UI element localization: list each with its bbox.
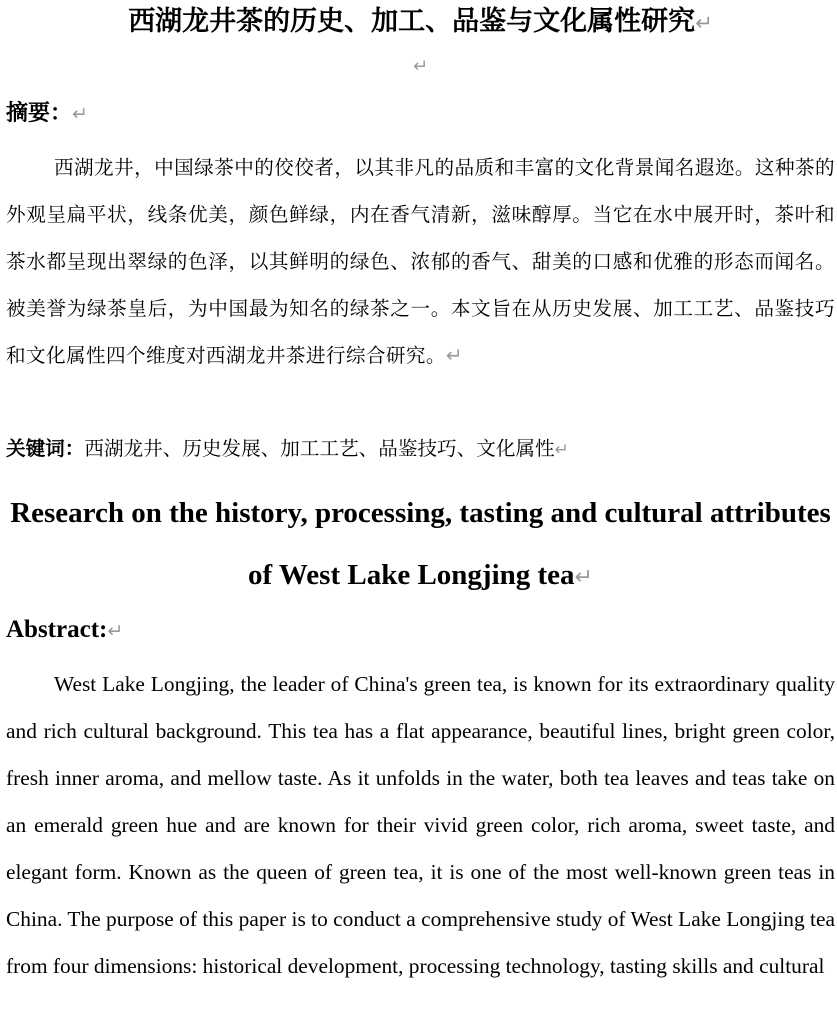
paragraph-mark-icon: ↵ — [72, 103, 88, 125]
paragraph-mark-icon: ↵ — [107, 620, 124, 642]
paragraph-mark-icon: ↵ — [554, 440, 569, 460]
paragraph-mark-icon: ↵ — [695, 11, 713, 35]
chinese-abstract-text: 西湖龙井，中国绿茶中的佼佼者，以其非凡的品质和丰富的文化背景闻名遐迩。这种茶的外观呈扁平状，线条优美，颜色鲜绿，内在香气清新，滋味醇厚。当它在水中展开时，茶叶和茶水都呈现出翠绿的色泽，以其鲜明的绿色、浓郁的香气、甜美的口感和优雅的形态而闻名。被美誉为绿茶皇后，为中国最为知名的绿茶之一。本文旨在从历史发展、加工工艺、品鉴技巧和文化属性四个维度对西湖龙井茶进行综合研究。 — [6, 156, 835, 367]
english-abstract-text: West Lake Longjing, the leader of China's green tea, is known for its extraordinary quality and rich cultural background. This tea has a flat appearance, beautiful lines, bright green color, fresh inner aroma, and mellow taste. As it unfolds in the water, both tea leaves and teas take on an emerald green hue and are known for their vivid green color, rich aroma, sweet taste, and elegant form. Known as the queen of green tea, it is one of the most well-known green teas in China. The purpose of this paper is to conduct a comprehensive study of West Lake Longjing tea from four dimensions: historical development, processing technology, tasting skills and cultural — [6, 672, 835, 978]
chinese-title-text: 西湖龙井茶的历史、加工、品鉴与文化属性研究 — [128, 6, 696, 37]
english-title-text: Research on the history, processing, tasting and cultural attributes of West Lake Longjing tea — [10, 497, 831, 591]
paragraph-mark-icon: ↵ — [412, 56, 429, 77]
chinese-title — [6, 2, 835, 43]
chinese-abstract-heading — [6, 96, 88, 132]
english-title — [6, 482, 835, 609]
chinese-keywords-label: 关键词： — [6, 437, 85, 460]
english-abstract-heading — [6, 610, 123, 651]
english-abstract-heading-text: Abstract: — [6, 616, 108, 643]
chinese-keywords-text: 西湖龙井、历史发展、加工工艺、品鉴技巧、文化属性 — [84, 437, 555, 460]
blank-paragraph — [6, 52, 835, 81]
paragraph-mark-icon: ↵ — [574, 565, 593, 590]
chinese-keywords — [6, 432, 569, 467]
english-abstract-paragraph — [6, 661, 835, 990]
chinese-abstract-heading-text: 摘要： — [6, 101, 73, 126]
paragraph-mark-icon: ↵ — [445, 343, 464, 367]
chinese-abstract-paragraph — [6, 144, 835, 379]
